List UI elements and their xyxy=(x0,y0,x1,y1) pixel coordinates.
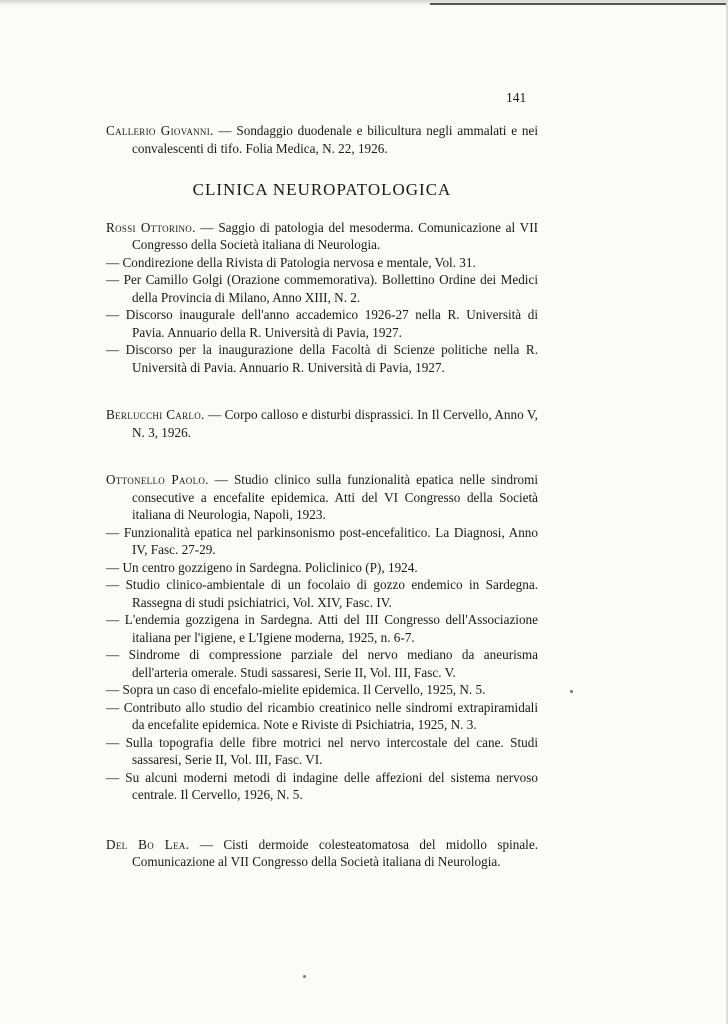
entry-line: — Funzionalità epatica nel parkinsonismo post-encefalitico. La Diagnosi, Anno IV, Fasc. 27-29. xyxy=(106,524,538,557)
author-name: Rossi Ottorino. xyxy=(106,219,196,235)
entry-line: — Condirezione della Rivista di Patologia nervosa e mentale, Vol. 31. xyxy=(106,254,476,270)
author-name: Callerio Giovanni. xyxy=(106,123,214,138)
entry-line: — Discorso inaugurale dell'anno accademico 1926-27 nella R. Università di Pavia. Annuario della R. Università di Pavia, 1927. xyxy=(106,307,538,340)
scan-speck xyxy=(303,975,306,978)
entry-line: — Un centro gozzigeno in Sardegna. Policlinico (P), 1924. xyxy=(106,559,418,575)
entry-line: — Per Camillo Golgi (Orazione commemorativa). Bollettino Ordine dei Medici della Provincia di Milano, Anno XIII, N. 2. xyxy=(106,272,538,305)
entry-text: — Saggio di patologia del mesoderma. Comunicazione al VII Congresso della Società italiana di Neurologia. xyxy=(132,219,538,252)
entry-line: — Sindrome di compressione parziale del nervo mediano da aneurisma dell'arteria omerale. Studi sassaresi, Serie II, Vol. III, Fasc. V. xyxy=(106,647,538,680)
entry-line xyxy=(106,406,538,441)
entry-line: — Sopra un caso di encefalo-mielite epidemica. Il Cervello, 1925, N. 5. xyxy=(106,682,486,697)
author-name: Ottonello Paolo. xyxy=(106,472,209,487)
page-content xyxy=(106,122,538,871)
author-name: Berlucchi Carlo. xyxy=(106,407,205,422)
page-number: 141 xyxy=(506,90,527,105)
scan-top-rule xyxy=(430,3,728,5)
entry-line xyxy=(106,219,538,254)
entry-line xyxy=(106,836,538,871)
entry-line: — Discorso per la inaugurazione della Facoltà di Scienze politiche nella R. Università di Pavia. Annuario R. Università di Pavia, 1927. xyxy=(106,342,538,375)
entry-text: — Corpo calloso e disturbi disprassici. In Il Cervello, Anno V, N. 3, 1926. xyxy=(132,407,538,440)
scan-speck xyxy=(570,690,573,693)
entry-line xyxy=(106,122,538,157)
entry-text: — Sondaggio duodenale e bilicultura negli ammalati e nei convalescenti di tifo. Folia Medica, N. 22, 1926. xyxy=(132,123,539,156)
entry-line: — Su alcuni moderni metodi di indagine delle affezioni del sistema nervoso centrale. Il Cervello, 1926, N. 5. xyxy=(106,769,538,802)
author-name: Del Bo Lea. xyxy=(106,836,190,852)
section-title: CLINICA NEUROPATOLOGICA xyxy=(192,180,452,199)
entry-line: — L'endemia gozzigena in Sardegna. Atti del III Congresso dell'Associazione italiana per l'igiene, e L'Igiene moderna, 1925, n. 6-7. xyxy=(106,612,538,645)
entry-line xyxy=(106,471,538,524)
entry-text: — Cisti dermoide colesteatomatosa del midollo spinale. Comunicazione al VII Congresso della Società italiana di Neurologia. xyxy=(132,836,538,869)
entry-line: — Contributo allo studio del ricambio creatinico nelle sindromi extrapiramidali da encefalite epidemica. Note e Riviste di Psichiatria, 1925, N. 3. xyxy=(106,699,538,732)
entry-del-bo xyxy=(106,836,538,871)
entry-line: — Studio clinico-ambientale di un focolaio di gozzo endemico in Sardegna. Rassegna di studi psichiatrici, Vol. XIV, Fasc. IV. xyxy=(106,577,538,610)
entry-callerio xyxy=(106,122,538,157)
entry-text: — Studio clinico sulla funzionalità epatica nelle sindromi consecutive a encefalite epidemica. Atti del VI Congresso della Società italiana di Neurologia, Napoli, 1923. xyxy=(132,472,538,522)
entry-rossi xyxy=(106,219,538,377)
entry-line: — Sulla topografia delle fibre motrici nel nervo intercostale del cane. Studi sassaresi, Serie II, Vol. III, Fasc. VI. xyxy=(106,734,538,767)
entry-ottonello xyxy=(106,471,538,804)
entry-berlucchi xyxy=(106,406,538,441)
